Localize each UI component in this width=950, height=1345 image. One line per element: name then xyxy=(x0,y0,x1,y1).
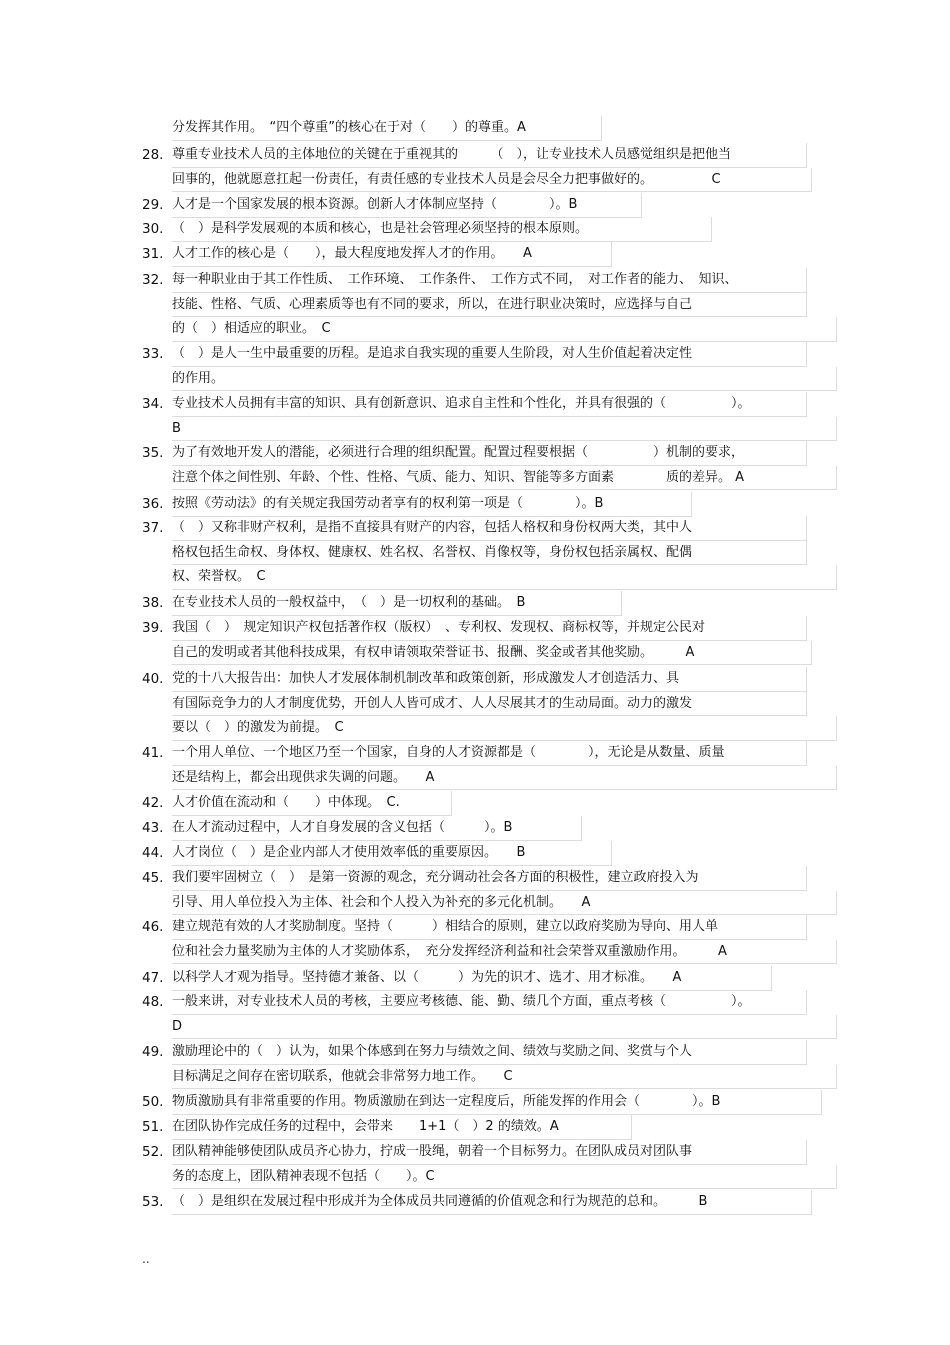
question-text xyxy=(172,816,822,841)
question-line: 目标满足之间存在密切联系，他就会非常努力地工作。 C xyxy=(172,1065,837,1090)
question-line: 务的态度上，团队精神表现不包括（ ）。C xyxy=(172,1165,837,1190)
question-line: 格权包括生命权、身体权、健康权、姓名权、名誉权、肖像权等，身份权包括亲属权、配偶 xyxy=(172,541,807,566)
question-line: 团队精神能够使团队成员齐心协力，拧成一股绳，朝着一个目标努力。在团队成员对团队事 xyxy=(172,1140,807,1165)
question-text xyxy=(172,667,822,741)
question-text xyxy=(172,492,822,517)
question-line: 建立规范有效的人才奖励制度。坚持（ ）相结合的原则，建立以政府奖励为导向、用人单 xyxy=(172,915,807,940)
question-line: 激励理论中的（ ）认为，如果个体感到在努力与绩效之间、绩效与奖励之间、奖赏与个人 xyxy=(172,1040,807,1065)
question-line: 有国际竞争力的人才制度优势，开创人人皆可成才、人人尽展其才的生动局面。动力的激发 xyxy=(172,692,807,717)
question-line: 还是结构上，都会出现供求失调的问题。 A xyxy=(172,766,837,791)
question-line: 在团队协作完成任务的过程中，会带来 1+1（ ）2 的绩效。A xyxy=(172,1115,632,1140)
question-line: 在专业技术人员的一般权益中， （ ）是一切权利的基础。 B xyxy=(172,591,622,616)
question-number: 43. xyxy=(142,820,164,836)
question-line: 自己的发明或者其他科技成果，有权申请领取荣誉证书、报酬、奖金或者其他奖励。 A xyxy=(172,641,812,666)
question-number: 52. xyxy=(142,1144,164,1160)
question-text xyxy=(172,841,822,866)
question-text xyxy=(172,116,822,141)
question-text xyxy=(172,516,822,590)
question-number: 40. xyxy=(142,671,164,687)
question-text xyxy=(172,392,822,441)
question-number: 32. xyxy=(142,272,164,288)
question-number: 36. xyxy=(142,496,164,512)
question-text xyxy=(172,741,822,790)
question-line: 尊重专业技术人员的主体地位的关键在于重视其的 （ ），让专业技术人员感觉组织是把他当 xyxy=(172,143,807,168)
question-line: 按照《劳动法》的有关规定我国劳动者享有的权利第一项是（ ）。B xyxy=(172,492,692,517)
question-number: 42. xyxy=(142,795,164,811)
question-text xyxy=(172,966,822,991)
question-line: 引导、用人单位投入为主体、社会和个人投入为补充的多元化机制。 A xyxy=(172,891,837,916)
question-text xyxy=(172,616,822,665)
question-line: （ ）是科学发展观的本质和核心，也是社会管理必须坚持的根本原则。 xyxy=(172,217,712,242)
question-number: 34. xyxy=(142,396,164,412)
question-line: 要以（ ）的激发为前提。 C xyxy=(172,716,837,741)
question-text xyxy=(172,791,822,816)
question-line: 一般来讲，对专业技术人员的考核，主要应考核德、能、勤、绩几个方面，重点考核（ ）。 xyxy=(172,990,807,1015)
question-number: 33. xyxy=(142,346,164,362)
question-number: 51. xyxy=(142,1119,164,1135)
question-number: 41. xyxy=(142,745,164,761)
question-line: 的（ ）相适应的职业。 C xyxy=(172,317,837,342)
question-line: 技能、性格、气质、心理素质等也有不同的要求，所以，在进行职业决策时，应选择与自己 xyxy=(172,293,807,318)
question-text xyxy=(172,242,822,267)
question-text xyxy=(172,193,822,218)
question-number: 47. xyxy=(142,970,164,986)
question-number: 48. xyxy=(142,994,164,1010)
question-line: D xyxy=(172,1015,837,1040)
question-line: 人才是一个国家发展的根本资源。创新人才体制应坚持（ ）。B xyxy=(172,193,642,218)
question-line: B xyxy=(172,417,837,442)
question-number: 28. xyxy=(142,147,164,163)
question-line: 的作用。 xyxy=(172,367,837,392)
question-line: 物质激励具有非常重要的作用。物质激励在到达一定程度后，所能发挥的作用会（ ）。B xyxy=(172,1090,822,1115)
question-text xyxy=(172,1190,822,1215)
question-line: （ ）又称非财产权利，是指不直接具有财产的内容，包括人格权和身份权两大类，其中人 xyxy=(172,516,807,541)
question-line: 党的十八大报告出：加快人才发展体制机制改革和政策创新，形成激发人才创造活力、具 xyxy=(172,667,807,692)
question-line: 人才岗位（ ）是企业内部人才使用效率低的重要原因。 B xyxy=(172,841,612,866)
question-number: 45. xyxy=(142,870,164,886)
question-text xyxy=(172,915,822,964)
question-number: 53. xyxy=(142,1194,164,1210)
question-number: 46. xyxy=(142,919,164,935)
question-text xyxy=(172,866,822,915)
question-line: 专业技术人员拥有丰富的知识、具有创新意识、追求自主性和个性化，并具有很强的（ ）。 xyxy=(172,392,807,417)
question-number: 44. xyxy=(142,845,164,861)
question-text xyxy=(172,441,822,490)
question-line: 我们要牢固树立（ ） 是第一资源的观念，充分调动社会各方面的积极性，建立政府投入为 xyxy=(172,866,807,891)
question-line: （ ）是组织在发展过程中形成并为全体成员共同遵循的价值观念和行为规范的总和。 B xyxy=(172,1190,812,1215)
question-line: 注意个体之间性别、年龄、个性、性格、气质、能力、知识、智能等多方面素 质的差异。 A xyxy=(172,466,837,491)
question-line: 我国（ ） 规定知识产权包括著作权（版权） 、专利权、发现权、商标权等，并规定公民对 xyxy=(172,616,807,641)
question-line: 以科学人才观为指导。坚持德才兼备、以（ ）为先的识才、选才、用才标准。 A xyxy=(172,966,772,991)
question-number: 39. xyxy=(142,620,164,636)
question-number: 38. xyxy=(142,595,164,611)
question-number: 31. xyxy=(142,246,164,262)
question-number: 50. xyxy=(142,1094,164,1110)
question-text xyxy=(172,1115,822,1140)
page-footer-mark: .. xyxy=(142,1252,150,1266)
question-number: 35. xyxy=(142,445,164,461)
question-line: 为了有效地开发人的潜能，必须进行合理的组织配置。配置过程要根据（ ）机制的要求， xyxy=(172,441,807,466)
question-text xyxy=(172,143,822,192)
question-line: 一个用人单位、一个地区乃至一个国家，自身的人才资源都是（ ），无论是从数量、质量 xyxy=(172,741,807,766)
question-text xyxy=(172,217,822,242)
question-text xyxy=(172,342,822,391)
question-line: 人才工作的核心是（ ），最大程度地发挥人才的作用。 A xyxy=(172,242,612,267)
question-text xyxy=(172,1090,822,1115)
question-line: 每一种职业由于其工作性质、 工作环境、 工作条件、 工作方式不同， 对工作者的能力、 知识、 xyxy=(172,268,807,293)
question-text xyxy=(172,268,822,342)
question-line: 回事的，他就愿意扛起一份责任，有责任感的专业技术人员是会尽全力把事做好的。 C xyxy=(172,168,812,193)
question-line: 位和社会力量奖励为主体的人才奖励体系， 充分发挥经济利益和社会荣誉双重激励作用。 A xyxy=(172,940,837,965)
question-number: 37. xyxy=(142,520,164,536)
question-number: 29. xyxy=(142,197,164,213)
question-number: 49. xyxy=(142,1044,164,1060)
question-text xyxy=(172,1040,822,1089)
question-line: 分发挥其作用。 “四个尊重”的核心在于对（ ）的尊重。A xyxy=(172,116,602,141)
question-line: 人才价值在流动和（ ）中体现。 C. xyxy=(172,791,452,816)
question-line: 权、荣誉权。 C xyxy=(172,565,837,590)
question-text xyxy=(172,1140,822,1189)
question-line: 在人才流动过程中，人才自身发展的含义包括（ ）。B xyxy=(172,816,582,841)
question-line: （ ）是人一生中最重要的历程。是追求自我实现的重要人生阶段，对人生价值起着决定性 xyxy=(172,342,807,367)
question-text xyxy=(172,591,822,616)
question-number: 30. xyxy=(142,221,164,237)
question-text xyxy=(172,990,822,1039)
